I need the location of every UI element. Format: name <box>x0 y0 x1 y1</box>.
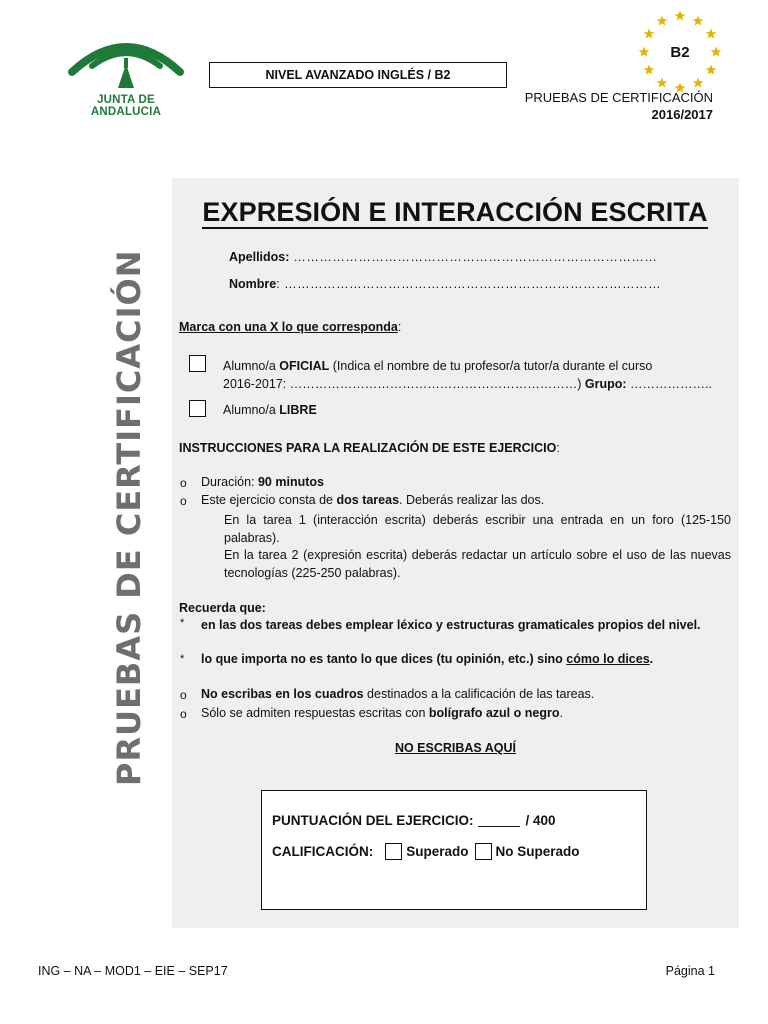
tarea2-text: En la tarea 2 (expresión escrita) deberás redactar un artículo sobre el uso de las nuevas tecnologías (225-250 palabras). <box>224 548 731 580</box>
apellidos-dots: ………………………………………………………………………… <box>289 250 658 264</box>
footer-code: ING – NA – MOD1 – EIE – SEP17 <box>38 964 228 978</box>
instrucciones-heading <box>179 439 731 457</box>
marca-text: Marca con una X lo que corresponda <box>179 320 398 334</box>
instrucciones-text: INSTRUCCIONES PARA LA REALIZACIÓN DE ESTE EJERCICIO <box>179 441 557 455</box>
puntuacion-label: PUNTUACIÓN DEL EJERCICIO: <box>272 813 474 828</box>
puntuacion-total: / 400 <box>525 813 556 828</box>
star-bullet-icon: * <box>180 653 185 665</box>
apellidos-label: Apellidos: <box>229 250 290 264</box>
logo-text: JUNTA DE ANDALUCIA <box>90 94 162 118</box>
calificacion-label: CALIFICACIÓN: <box>272 844 374 859</box>
page-number: Página 1 <box>665 964 715 978</box>
rec2-underlined: cómo lo dices <box>566 652 650 666</box>
nombre-field[interactable] <box>229 277 661 291</box>
libre-pre: Alumno/a <box>223 403 280 417</box>
b2-badge-label: B2 <box>670 44 690 61</box>
logo-emblem-icon <box>64 28 188 94</box>
rec2-pre: lo que importa no es tanto lo que dices (tu opinión, etc.) sino <box>201 652 567 666</box>
superado-label: Superado <box>406 844 469 859</box>
apellidos-field[interactable] <box>229 250 657 264</box>
recuerda-heading: Recuerda que: <box>179 601 266 615</box>
solo-bold: bolígrafo azul o negro <box>428 706 560 720</box>
puntuacion-row <box>272 813 556 828</box>
level-title-box: NIVEL AVANZADO INGLÉS / B2 <box>209 62 507 88</box>
no-escribas-aqui-label: NO ESCRIBAS AQUÍ <box>394 741 517 755</box>
star-bullet-icon: * <box>180 617 185 629</box>
no-escribas-post: destinados a la calificación de las tareas. <box>363 687 595 701</box>
marca-instruction <box>179 318 731 336</box>
recuerda-item-1: en las dos tareas debes emplear léxico y estructuras gramaticales propios del nivel. <box>201 618 701 632</box>
puntuacion-blank <box>478 814 520 827</box>
boligrafo-item <box>201 706 563 720</box>
oficial-option <box>223 357 733 393</box>
instrucciones-colon: : <box>556 441 560 455</box>
bullet-icon: o <box>180 494 187 508</box>
libre-label: LIBRE <box>279 403 317 417</box>
bullet-icon: o <box>180 476 187 490</box>
rec2-post: . <box>649 652 654 666</box>
consta-post: . Deberás realizar las dos. <box>399 493 545 507</box>
pruebas-header-year: 2016/2017 <box>651 107 713 122</box>
consta-item <box>201 493 544 507</box>
bullet-icon: o <box>180 707 187 721</box>
profesor-field[interactable]: 2016-2017: ……………………………………………………………) <box>223 377 582 391</box>
no-superado-label: No Superado <box>495 844 580 859</box>
tarea1-text: En la tarea 1 (interacción escrita) deberás escribir una entrada en un foro (125-150 palabras). <box>224 513 731 545</box>
oficial-label: OFICIAL <box>279 359 330 373</box>
nombre-dots: : …………………………………………………………………………… <box>276 277 662 291</box>
b2-badge <box>632 6 728 94</box>
calificacion-row <box>272 843 580 860</box>
no-superado-checkbox[interactable] <box>475 843 492 860</box>
superado-checkbox[interactable] <box>385 843 402 860</box>
oficial-checkbox[interactable] <box>189 355 206 372</box>
oficial-note: (Indica el nombre de tu profesor/a tutor/a durante el curso <box>329 359 653 373</box>
score-box <box>261 790 647 910</box>
exam-title-text: EXPRESIÓN E INTERACCIÓN ESCRITA <box>202 197 708 227</box>
oficial-pre: Alumno/a <box>223 359 280 373</box>
no-escribas-item <box>201 687 594 701</box>
duracion-pre: Duración: <box>201 475 258 489</box>
junta-de-andalucia-logo <box>64 28 188 118</box>
consta-bold: dos tareas <box>336 493 400 507</box>
solo-pre: Sólo se admiten respuestas escritas con <box>201 706 429 720</box>
side-vertical-title: PRUEBAS DE CERTIFICACIÓN <box>110 249 148 786</box>
no-escribas-bold: No escribas en los cuadros <box>201 687 364 701</box>
exam-title <box>184 197 726 228</box>
grupo-field[interactable]: ……………….. <box>626 377 712 391</box>
marca-colon: : <box>397 320 402 334</box>
pruebas-header-line1: PRUEBAS DE CERTIFICACIÓN <box>524 90 713 105</box>
consta-pre: Este ejercicio consta de <box>201 493 337 507</box>
nombre-label: Nombre <box>229 277 277 291</box>
libre-checkbox[interactable] <box>189 400 206 417</box>
bullet-icon: o <box>180 688 187 702</box>
libre-option <box>223 403 317 417</box>
pruebas-certificacion-header <box>490 89 713 123</box>
recuerda-item-2 <box>201 652 653 666</box>
duracion-value: 90 minutos <box>257 475 324 489</box>
grupo-label: Grupo: <box>581 377 627 391</box>
solo-post: . <box>559 706 563 720</box>
duracion-item <box>201 475 324 489</box>
